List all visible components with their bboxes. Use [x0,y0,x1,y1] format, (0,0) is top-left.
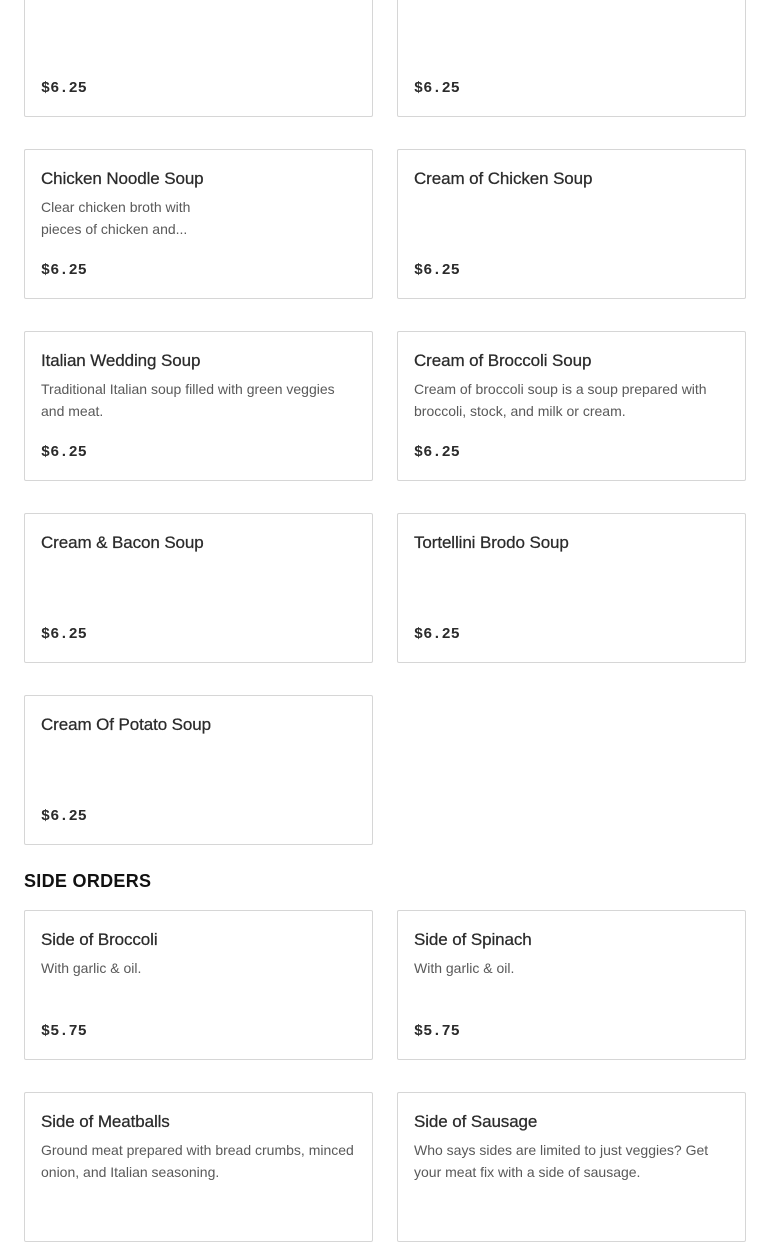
item-name: Side of Sausage [414,1112,538,1131]
item-price: $6.25 [41,262,88,279]
item-description: Clear chicken broth with pieces of chicken and... [41,199,191,237]
item-price: $6.25 [414,80,461,97]
item-price: $6.25 [41,80,88,97]
item-description: Traditional Italian soup filled with green veggies and meat. [41,381,335,419]
menu-item-card[interactable] [24,149,373,299]
item-price: $6.25 [414,262,461,279]
menu-item-card[interactable] [24,695,373,845]
menu-item-card[interactable] [24,0,373,117]
item-price: $5.75 [414,1023,461,1040]
item-price: $6.25 [414,626,461,643]
menu-item-card[interactable] [24,1092,373,1242]
item-name: Cream of Broccoli Soup [414,351,592,370]
item-name: Tortellini Brodo Soup [414,533,569,552]
item-description: Ground meat prepared with bread crumbs, minced onion, and Italian seasoning. [41,1142,354,1180]
menu-item-card[interactable] [397,1092,746,1242]
menu-item-card[interactable] [397,0,746,117]
item-price: $5.75 [41,1023,88,1040]
item-name: Chicken Noodle Soup [41,169,204,188]
item-price: $6.25 [414,444,461,461]
item-description: Who says sides are limited to just veggies? Get your meat fix with a side of sausage. [414,1142,709,1180]
item-price: $6.25 [41,626,88,643]
side-orders-grid [24,910,746,1242]
item-name: Italian Wedding Soup [41,351,201,370]
item-name: Cream Of Potato Soup [41,715,211,734]
item-description: Cream of broccoli soup is a soup prepared with broccoli, stock, and milk or cream. [414,381,707,419]
item-name: Cream & Bacon Soup [41,533,204,552]
item-name: Side of Broccoli [41,930,158,949]
item-description: With garlic & oil. [414,960,515,976]
menu-item-card[interactable] [397,149,746,299]
item-name: Cream of Chicken Soup [414,169,593,188]
menu-item-card[interactable] [397,910,746,1060]
item-name: Side of Meatballs [41,1112,170,1131]
menu-item-card[interactable] [397,513,746,663]
section-title-side-orders: SIDE ORDERS [24,871,152,891]
item-price: $6.25 [41,808,88,825]
menu-item-card[interactable] [397,331,746,481]
item-name: Side of Spinach [414,930,532,949]
soups-grid [24,0,746,845]
menu-item-card[interactable] [24,513,373,663]
menu-item-card[interactable] [24,331,373,481]
item-description: With garlic & oil. [41,960,142,976]
item-price: $6.25 [41,444,88,461]
menu-item-card[interactable] [24,910,373,1060]
